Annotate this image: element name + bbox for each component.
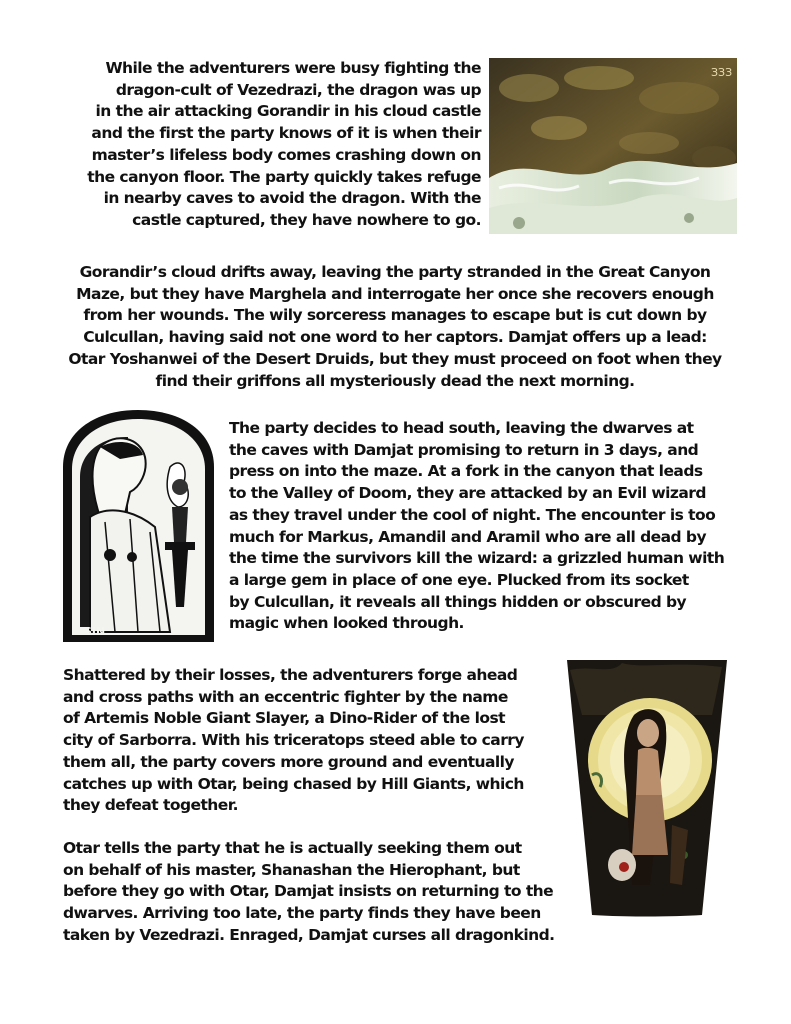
text-line: and the first the party knows of it is when their xyxy=(91,124,481,143)
text-line: the canyon floor. The party quickly takes refuge xyxy=(87,167,481,186)
druid-woman-moon-painting-icon xyxy=(562,655,732,920)
text-line: catches up with Otar, being chased by Hill Giants, which xyxy=(63,774,524,793)
text-line: from her wounds. The wily sorceress manages to escape but is cut down by xyxy=(83,306,707,325)
text-line: castle captured, they have nowhere to go. xyxy=(132,210,481,229)
text-line: master’s lifeless body comes crashing down on xyxy=(91,145,481,164)
paragraph-cloud-drift xyxy=(30,262,760,392)
text-line: Culcullan, having said not one word to her captors. Damjat offers up a lead: xyxy=(83,328,707,347)
text-line: dwarves. Arriving too late, the party finds they have been xyxy=(63,904,541,923)
text-line: magic when looked through. xyxy=(229,614,464,633)
text-line: city of Sarborra. With his triceratops steed able to carry xyxy=(63,731,524,750)
text-line: before they go with Otar, Damjat insists on returning to the xyxy=(63,882,554,901)
text-line: on behalf of his master, Shanashan the Hierophant, but xyxy=(63,860,520,879)
text-line: Otar tells the party that he is actually seeking them out xyxy=(63,839,522,857)
paragraph-otar-master xyxy=(63,838,603,947)
text-line: in the air attacking Gorandir in his cloud castle xyxy=(95,102,481,121)
text-line xyxy=(63,708,563,730)
text-fragment: of the Desert Druids, but they must proceed on foot when they xyxy=(197,349,722,368)
text-line: to the Valley of Doom, they are attacked by an Evil wizard xyxy=(229,484,706,503)
paragraph-head-south xyxy=(229,418,749,635)
text-line: Maze, but they have Marghela and interrogate her once she recovers enough xyxy=(76,284,714,303)
artist-signature: ЗЗЗ xyxy=(711,66,733,79)
text-line: Gorandir’s cloud drifts away, leaving the party stranded in the Great Canyon xyxy=(79,263,711,281)
paragraph-artemis xyxy=(63,665,563,817)
paragraph-intro xyxy=(40,58,481,232)
text-fragment: of xyxy=(63,709,85,728)
text-line xyxy=(30,349,760,371)
artist-signature: SIN xyxy=(84,625,106,638)
robed-wizard-drawing-icon xyxy=(60,407,217,645)
wizard-illustration xyxy=(60,407,217,645)
character-name-artemis: Artemis Noble Giant Slayer xyxy=(84,709,305,728)
text-line: the caves with Damjat promising to return in 3 days, and xyxy=(229,440,699,459)
text-line: press on into the maze. At a fork in the canyon that leads xyxy=(229,462,703,481)
character-name-otar: Otar Yoshanwei xyxy=(68,349,198,368)
canyon-river-painting-icon xyxy=(489,58,737,234)
text-line: While the adventurers were busy fighting the xyxy=(105,59,481,77)
text-line: taken by Vezedrazi. Enraged, Damjat curses all dragonkind. xyxy=(63,925,555,944)
text-line: and cross paths with an eccentric fighter by the name xyxy=(63,687,508,706)
text-line: a large gem in place of one eye. Plucked from its socket xyxy=(229,570,689,589)
text-line: them all, the party covers more ground and eventually xyxy=(63,752,514,771)
text-line: Shattered by their losses, the adventurers forge ahead xyxy=(63,666,518,684)
text-line: in nearby caves to avoid the dragon. With the xyxy=(103,189,481,208)
text-line: dragon-cult of Vezedrazi, the dragon was up xyxy=(115,80,481,99)
text-line: find their griffons all mysteriously dead the next morning. xyxy=(155,371,635,390)
canyon-river-illustration xyxy=(489,58,737,234)
text-line: they defeat together. xyxy=(63,796,238,815)
druid-woman-illustration xyxy=(562,655,732,920)
text-line: by Culcullan, it reveals all things hidden or obscured by xyxy=(229,592,687,611)
text-fragment: , a Dino-Rider of the lost xyxy=(304,709,505,728)
text-line: much for Markus, Amandil and Aramil who are all dead by xyxy=(229,527,707,546)
text-line: The party decides to head south, leaving the dwarves at xyxy=(229,419,694,437)
text-line: the time the survivors kill the wizard: a grizzled human with xyxy=(229,549,725,568)
text-line: as they travel under the cool of night. The encounter is too xyxy=(229,505,716,524)
